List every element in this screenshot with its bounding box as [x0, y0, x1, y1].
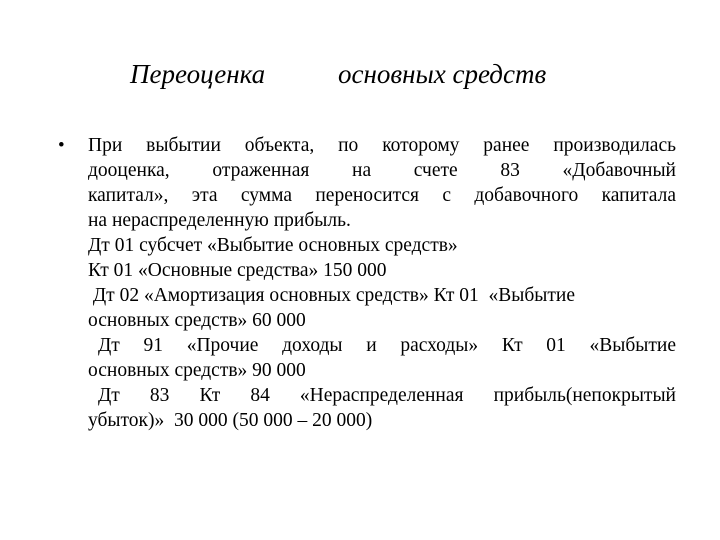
text-line: Дт 01 субсчет «Выбытие основных средств» — [88, 235, 458, 256]
text-line: основных средств» 90 000 — [88, 360, 306, 381]
slide-body — [58, 133, 676, 433]
title-right-part: основных средств — [338, 59, 547, 89]
text-line: дооценка, отраженная на счете 83 «Добавочный — [88, 160, 676, 181]
bullet-icon: • — [58, 135, 65, 156]
text-line: на нераспределенную прибыль. — [88, 210, 351, 231]
journal-entry-3 — [88, 333, 676, 383]
paragraph-disposal-rule — [88, 133, 676, 233]
title-left-part: Переоценка — [130, 59, 266, 89]
text-line: Дт 02 «Амортизация основных средств» Кт 01 «Выбытие — [88, 285, 575, 306]
text-line: убыток)» 30 000 (50 000 – 20 000) — [88, 410, 373, 431]
text-line: Дт 83 Кт 84 «Нераспределенная прибыль(непокрытый — [98, 385, 676, 406]
journal-entry-1 — [88, 233, 676, 283]
text-line: Дт 91 «Прочие доходы и расходы» Кт 01 «Выбытие — [98, 335, 676, 356]
journal-entry-2 — [88, 283, 676, 333]
text-line: При выбытии объекта, по которому ранее производилась — [88, 135, 676, 156]
text-line: Кт 01 «Основные средства» 150 000 — [88, 260, 387, 281]
journal-entry-4 — [88, 383, 676, 433]
slide-title — [0, 54, 720, 94]
text-line: основных средств» 60 000 — [88, 310, 306, 331]
text-line: капитал», эта сумма переносится с добавочного капитала — [88, 185, 676, 206]
